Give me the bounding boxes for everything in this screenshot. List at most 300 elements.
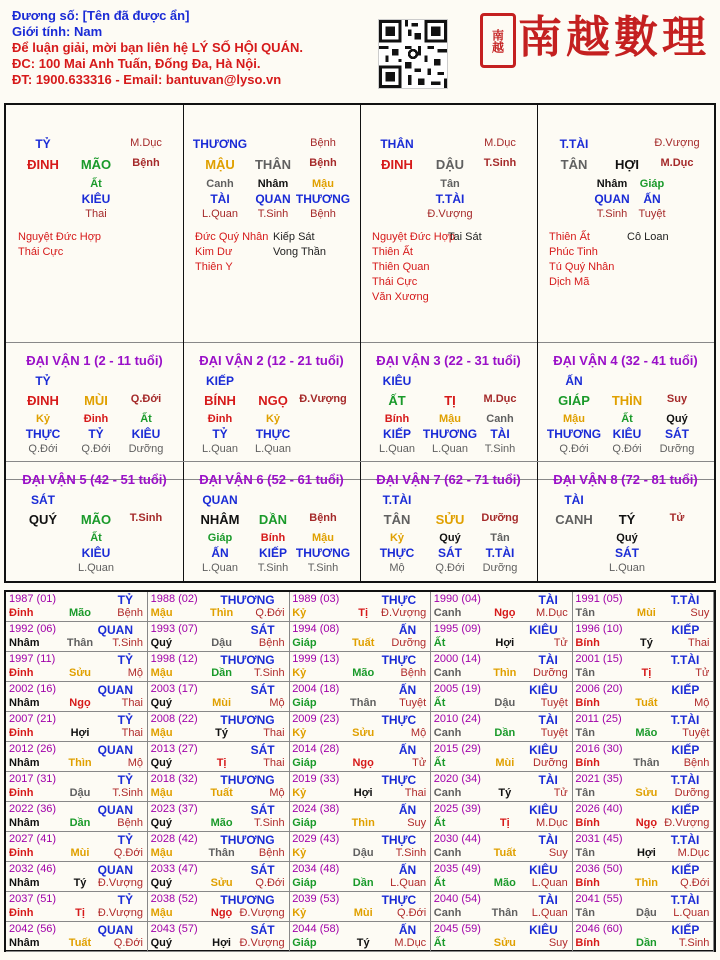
dai-van-hidden-stem: Ất xyxy=(90,532,102,544)
star-name: Thiên Ất xyxy=(549,231,590,243)
annual-stem: Bính xyxy=(575,637,600,649)
dai-van-title: ĐẠI VẬN 8 (72 - 81 tuổi) xyxy=(553,472,698,487)
dai-van-branch: MÃO xyxy=(80,512,112,527)
branch-stage: M.Dục xyxy=(660,157,694,169)
annual-cell xyxy=(148,772,290,802)
annual-branch: Thìn xyxy=(493,667,517,679)
dai-van-stem: TÂN xyxy=(383,512,411,527)
annual-branch: Thân xyxy=(66,637,94,649)
annual-stem: Canh xyxy=(433,607,462,619)
annual-cell xyxy=(6,712,148,742)
annual-ten-god: T.TÀI xyxy=(670,833,700,847)
annual-year: 2043 (57) xyxy=(150,923,198,935)
hidden-stem: Mậu xyxy=(312,178,334,190)
annual-branch: Dậu xyxy=(494,697,516,709)
dai-van-ten-god: TÀI xyxy=(564,493,584,507)
annual-cell xyxy=(289,892,431,922)
dai-van-branch: SỬU xyxy=(435,512,465,527)
annual-stem: Quý xyxy=(150,697,172,709)
annual-stage: Mộ xyxy=(269,697,285,709)
annual-year: 2010 (24) xyxy=(433,713,481,725)
annual-cell xyxy=(289,922,431,952)
annual-ten-god: QUAN xyxy=(97,743,133,757)
annual-cell xyxy=(6,772,148,802)
annual-branch: Dần xyxy=(352,877,374,889)
annual-cell xyxy=(148,592,290,622)
annual-cell xyxy=(148,862,290,892)
dai-van-ten-god: ẤN xyxy=(565,374,583,388)
annual-stage: Dưỡng xyxy=(533,667,568,679)
dai-van-divider xyxy=(6,461,714,462)
dai-van-hidden-stem: Quý xyxy=(439,532,461,544)
pillar-cell xyxy=(360,105,537,342)
annual-year: 1997 (11) xyxy=(9,653,56,665)
dai-van-hidden-stem: Đinh xyxy=(207,413,233,425)
dai-van-hidden-god: THỰC xyxy=(25,427,61,441)
annual-branch: Thìn xyxy=(68,757,92,769)
annual-year: 2015 (29) xyxy=(433,743,481,755)
annual-stage: Q.Đới xyxy=(255,877,285,889)
dai-van-stage: Tử xyxy=(669,512,685,524)
annual-stage: Tuyệt xyxy=(682,727,710,739)
annual-stem: Đinh xyxy=(9,787,34,799)
annual-cell xyxy=(572,802,714,832)
annual-year: 2042 (56) xyxy=(9,923,57,935)
annual-stem: Nhâm xyxy=(9,877,40,889)
annual-year: 2008 (22) xyxy=(150,713,198,725)
annual-stem: Tân xyxy=(575,787,595,799)
dai-van-hidden-god: KIÊU xyxy=(81,546,111,560)
annual-stage: Thai xyxy=(263,757,285,769)
annual-year: 2025 (39) xyxy=(433,803,481,815)
annual-branch: Tuất xyxy=(351,637,375,649)
dai-van-branch: TỊ xyxy=(444,393,456,408)
annual-stem: Mậu xyxy=(150,607,173,619)
annual-stage: Tuyệt xyxy=(399,697,427,709)
annual-stage: Bệnh xyxy=(258,637,285,649)
annual-stem: Kỷ xyxy=(292,727,307,739)
annual-ten-god: KIÊU xyxy=(529,683,558,697)
annual-stage: Q.Đới xyxy=(113,847,143,859)
annual-stem: Giáp xyxy=(292,937,317,949)
pillar-ten-god: T.TÀI xyxy=(559,137,589,151)
annual-ten-god: ẤN xyxy=(398,683,417,697)
annual-branch: Ngọ xyxy=(352,757,374,769)
annual-year: 1989 (03) xyxy=(292,593,340,605)
annual-branch: Tị xyxy=(499,817,510,829)
dai-van-cell xyxy=(6,343,183,461)
annual-year: 2002 (16) xyxy=(9,683,57,695)
annual-year: 2045 (59) xyxy=(433,923,481,935)
annual-ten-god: SÁT xyxy=(250,923,275,937)
annual-cell xyxy=(431,862,573,892)
annual-stem: Quý xyxy=(150,877,172,889)
annual-ten-god: KIÊU xyxy=(529,863,558,877)
annual-stem: Đinh xyxy=(9,667,34,679)
dai-van-hidden-stage: T.Sinh xyxy=(257,562,289,574)
dai-van-branch: THÌN xyxy=(611,393,643,408)
annual-ten-god: QUAN xyxy=(97,623,133,637)
annual-stage: Đ.Vượng xyxy=(381,607,427,619)
dai-van-hidden-god: KIÊU xyxy=(612,427,642,441)
pillar-stage: M.Dục xyxy=(130,137,162,149)
annual-branch: Tý xyxy=(639,637,653,649)
annual-branch: Tị xyxy=(216,757,227,769)
annual-branch: Thìn xyxy=(209,607,234,619)
annual-cell xyxy=(148,892,290,922)
annual-year: 2022 (36) xyxy=(9,803,57,815)
annual-stage: Dưỡng xyxy=(674,787,710,799)
annual-stem: Ất xyxy=(433,937,446,949)
annual-year: 2006 (20) xyxy=(575,683,623,695)
annual-year: 2030 (44) xyxy=(433,833,481,845)
annual-ten-god: TỶ xyxy=(117,893,133,907)
dai-van-hidden-stage: Q.Đới xyxy=(435,562,465,574)
dai-van-hidden-stem: Ất xyxy=(140,413,152,425)
annual-branch: Tị xyxy=(358,607,369,619)
dai-van-hidden-stem: Bính xyxy=(384,413,410,425)
annual-cell xyxy=(148,652,290,682)
annual-branch: Mùi xyxy=(70,847,90,859)
annual-ten-god: THƯƠNG xyxy=(220,893,275,907)
dai-van-cell xyxy=(6,462,183,580)
dai-van-hidden-stage: Q.Đới xyxy=(559,443,589,455)
annual-branch: Tuất xyxy=(635,697,658,709)
dai-van-hidden-stem: Mậu xyxy=(563,413,585,425)
annual-branch: Sửu xyxy=(635,787,658,799)
dai-van-stage: M.Dục xyxy=(483,393,517,405)
dai-van-stage: Bệnh xyxy=(309,512,337,524)
annual-year: 2032 (46) xyxy=(9,863,57,875)
annual-ten-god: THƯƠNG xyxy=(220,833,275,847)
star-name: Thiên Y xyxy=(195,261,233,273)
dai-van-stage: T.Sinh xyxy=(129,512,163,524)
dai-van-branch: DẦN xyxy=(258,512,288,527)
pillar-cell xyxy=(6,105,183,342)
annual-stage: Thai xyxy=(121,727,143,739)
hidden-stage: L.Quan xyxy=(201,208,239,220)
annual-stage: Bệnh xyxy=(400,667,427,679)
annual-stage: Suy xyxy=(548,847,568,859)
annual-branch: Tý xyxy=(356,937,370,949)
annual-ten-god: KIẾP xyxy=(671,623,700,637)
annual-branch: Thân xyxy=(491,907,518,919)
annual-cell xyxy=(431,802,573,832)
annual-stem: Tân xyxy=(575,667,595,679)
annual-ten-god: ẤN xyxy=(398,623,417,637)
hidden-stem: Giáp xyxy=(639,178,665,190)
annual-stage: Mộ xyxy=(410,727,427,739)
hidden-stem: Tân xyxy=(440,178,460,190)
dai-van-hidden-stem: Giáp xyxy=(207,532,233,544)
annual-ten-god: TÀI xyxy=(538,833,558,847)
hidden-stage: Thai xyxy=(85,208,107,220)
annual-stem: Bính xyxy=(575,757,600,769)
annual-ten-god: KIẾP xyxy=(671,803,700,817)
dai-van-hidden-stem: Ất xyxy=(621,413,633,425)
hidden-ten-god: QUAN xyxy=(255,192,291,206)
annual-year: 2016 (30) xyxy=(575,743,623,755)
annual-year: 1993 (07) xyxy=(150,623,198,635)
branch-stage: Bệnh xyxy=(309,157,337,169)
annual-ten-god: ẤN xyxy=(398,863,417,877)
annual-ten-god: QUAN xyxy=(97,683,133,697)
annual-ten-god: T.TÀI xyxy=(670,593,700,607)
annual-stage: Mộ xyxy=(127,667,143,679)
annual-ten-god: SÁT xyxy=(250,683,275,697)
dai-van-hidden-stem: Canh xyxy=(486,413,514,425)
annual-stage: M.Dục xyxy=(536,817,568,829)
annual-branch: Tuất xyxy=(210,787,233,799)
dai-van-ten-god: KIẾP xyxy=(205,374,234,388)
dai-van-hidden-god: THỰC xyxy=(255,427,291,441)
annual-year: 2024 (38) xyxy=(292,803,340,815)
annual-cell xyxy=(6,622,148,652)
annual-stage: Thai xyxy=(121,697,143,709)
dai-van-hidden-god: KIẾP xyxy=(258,546,287,560)
dai-van-title: ĐẠI VẬN 4 (32 - 41 tuổi) xyxy=(553,353,698,368)
annual-branch: Dần xyxy=(494,727,516,739)
dai-van-branch: NGỌ xyxy=(258,393,288,408)
annual-stage: Bệnh xyxy=(683,757,710,769)
annual-cell xyxy=(572,892,714,922)
annual-cell xyxy=(572,592,714,622)
annual-cell xyxy=(6,652,148,682)
annual-stem: Ất xyxy=(433,817,446,829)
annual-ten-god: T.TÀI xyxy=(670,653,700,667)
annual-ten-god: TÀI xyxy=(538,773,558,787)
annual-stem: Quý xyxy=(150,637,172,649)
annual-year: 2003 (17) xyxy=(150,683,198,695)
annual-ten-god: THỰC xyxy=(381,593,417,607)
hidden-stage: Đ.Vượng xyxy=(427,208,473,220)
annual-year: 1998 (12) xyxy=(150,653,198,665)
annual-stem: Giáp xyxy=(292,637,317,649)
annual-stage: Mộ xyxy=(694,697,710,709)
pillar-ten-god: THƯƠNG xyxy=(192,137,248,151)
annual-ten-god: TỶ xyxy=(117,833,133,847)
annual-branch: Mão xyxy=(635,727,658,739)
annual-ten-god: THỰC xyxy=(381,833,417,847)
pillar-stars xyxy=(549,230,614,290)
pillar-stage: Đ.Vượng xyxy=(654,137,700,149)
annual-stage: Suy xyxy=(407,817,427,829)
annual-ten-god: SÁT xyxy=(250,803,275,817)
annual-cell xyxy=(431,682,573,712)
annual-stem: Giáp xyxy=(292,817,317,829)
annual-year: 2028 (42) xyxy=(150,833,198,845)
annual-cell xyxy=(289,802,431,832)
annual-stage: M.Dục xyxy=(394,937,427,949)
annual-year: 1999 (13) xyxy=(292,653,340,665)
annual-cell xyxy=(289,742,431,772)
annual-cell xyxy=(289,712,431,742)
dai-van-hidden-god: THƯƠNG xyxy=(422,427,478,441)
annual-cell xyxy=(572,652,714,682)
annual-ten-god: TỶ xyxy=(117,593,133,607)
dai-van-hidden-stage: L.Quan xyxy=(201,443,239,455)
annual-ten-god: SÁT xyxy=(250,623,275,637)
annual-year: 2023 (37) xyxy=(150,803,198,815)
annual-year: 2014 (28) xyxy=(292,743,340,755)
annual-ten-god: TÀI xyxy=(538,593,558,607)
annual-year: 1996 (10) xyxy=(575,623,623,635)
brand-logo xyxy=(500,3,710,63)
hidden-ten-god: ẤN xyxy=(643,192,661,206)
annual-cell xyxy=(6,892,148,922)
annual-ten-god: T.TÀI xyxy=(670,893,700,907)
annual-stem: Canh xyxy=(433,727,462,739)
annual-ten-god: KIÊU xyxy=(529,803,558,817)
dai-van-hidden-stage: Q.Đới xyxy=(612,443,642,455)
annual-stem: Giáp xyxy=(292,697,317,709)
annual-branch: Dần xyxy=(211,667,232,679)
annual-stem: Canh xyxy=(433,787,462,799)
star-name: Nguyệt Đức Hợp xyxy=(18,231,102,243)
annual-branch: Mão xyxy=(210,817,233,829)
annual-stage: Mộ xyxy=(269,787,285,799)
star-name: Phúc Tinh xyxy=(549,246,598,258)
annual-year: 2044 (58) xyxy=(292,923,340,935)
annual-year: 1990 (04) xyxy=(433,593,481,605)
annual-cell xyxy=(148,622,290,652)
dai-van-branch: MÙI xyxy=(84,393,108,408)
annual-luck-table xyxy=(4,590,716,952)
annual-ten-god: SÁT xyxy=(250,743,275,757)
annual-ten-god: THỰC xyxy=(381,713,417,727)
annual-cell xyxy=(289,862,431,892)
annual-cell xyxy=(431,622,573,652)
annual-stage: Thai xyxy=(687,637,710,649)
annual-stem: Ất xyxy=(433,637,446,649)
annual-branch: Ngọ xyxy=(210,907,233,919)
dai-van-hidden-stem: Quý xyxy=(616,532,638,544)
annual-branch: Hợi xyxy=(70,727,90,739)
annual-stem: Nhâm xyxy=(9,637,40,649)
annual-stage: Bệnh xyxy=(117,607,143,619)
dai-van-title: ĐẠI VẬN 3 (22 - 31 tuổi) xyxy=(376,353,521,368)
annual-stage: Tuyệt xyxy=(540,727,568,739)
annual-cell xyxy=(572,922,714,952)
annual-year: 2005 (19) xyxy=(433,683,481,695)
annual-ten-god: THƯƠNG xyxy=(220,593,275,607)
annual-cell xyxy=(6,742,148,772)
annual-year: 1995 (09) xyxy=(433,623,481,635)
annual-stage: Bệnh xyxy=(117,817,143,829)
hidden-stage: Bệnh xyxy=(310,208,336,220)
pillar-ten-god: TỶ xyxy=(35,137,51,151)
annual-year: 2040 (54) xyxy=(433,893,481,905)
annual-stage: Suy xyxy=(548,937,568,949)
annual-stage: M.Dục xyxy=(677,847,710,859)
annual-cell xyxy=(289,592,431,622)
dai-van-hidden-stage: L.Quan xyxy=(201,562,239,574)
annual-cell xyxy=(572,832,714,862)
star-name: Văn Xương xyxy=(372,291,429,303)
annual-cell xyxy=(6,682,148,712)
hidden-stage: Tuyệt xyxy=(638,208,666,220)
annual-branch: Thân xyxy=(208,847,235,859)
star-name: Cô Loan xyxy=(627,231,669,243)
dai-van-stem: QUÝ xyxy=(28,512,58,527)
dai-van-stem: ĐINH xyxy=(27,393,59,408)
annual-stem: Đinh xyxy=(9,847,34,859)
annual-stage: T.Sinh xyxy=(112,787,143,799)
annual-cell xyxy=(148,682,290,712)
annual-stem: Nhâm xyxy=(9,757,40,769)
dai-van-hidden-god: SÁT xyxy=(438,546,462,560)
annual-stage: Suy xyxy=(690,607,710,619)
annual-cell xyxy=(572,862,714,892)
star-name: Tú Quý Nhân xyxy=(549,261,615,273)
annual-stem: Đinh xyxy=(9,607,34,619)
dai-van-ten-god: TỶ xyxy=(35,374,51,388)
annual-year: 2038 (52) xyxy=(150,893,198,905)
annual-branch: Tị xyxy=(75,907,85,919)
annual-stage: T.Sinh xyxy=(254,817,285,829)
annual-ten-god: TÀI xyxy=(538,713,558,727)
annual-branch: Tuất xyxy=(493,847,516,859)
annual-cell xyxy=(6,862,148,892)
annual-branch: Sửu xyxy=(210,877,233,889)
heavenly-stem: TÂN xyxy=(560,157,588,172)
annual-ten-god: QUAN xyxy=(97,863,133,877)
annual-cell xyxy=(289,832,431,862)
annual-branch: Tý xyxy=(73,877,87,889)
dai-van-hidden-stem: Kỷ xyxy=(35,413,51,425)
pillar-stars xyxy=(18,230,101,260)
hidden-stage: T.Sinh xyxy=(257,208,289,220)
annual-stage: Đ.Vượng xyxy=(97,907,143,919)
annual-branch: Thân xyxy=(350,697,377,709)
annual-year: 2036 (50) xyxy=(575,863,623,875)
qr-code-icon xyxy=(379,20,447,88)
hidden-ten-god: KIÊU xyxy=(81,192,111,206)
annual-year: 2011 (25) xyxy=(575,713,622,725)
annual-branch: Mão xyxy=(69,607,91,619)
star-name: Kiếp Sát xyxy=(273,231,315,243)
annual-stage: Đ.Vượng xyxy=(239,907,285,919)
annual-year: 2017 (31) xyxy=(9,773,57,785)
star-name: Thái Cực xyxy=(18,246,64,258)
hidden-ten-god: QUAN xyxy=(594,192,630,206)
annual-stem: Mậu xyxy=(150,907,173,919)
header-line: Để luận giải, mời bạn liên hệ LÝ SỐ HỘI QUÁN. xyxy=(12,40,303,55)
annual-ten-god: T.TÀI xyxy=(670,713,700,727)
annual-cell xyxy=(572,682,714,712)
annual-ten-god: THƯƠNG xyxy=(220,713,275,727)
dai-van-cell xyxy=(360,462,537,580)
annual-ten-god: QUAN xyxy=(97,923,133,937)
dai-van-hidden-stem: Kỷ xyxy=(389,532,405,544)
annual-ten-god: THỰC xyxy=(381,893,417,907)
pillar-stage: Bệnh xyxy=(310,137,336,149)
annual-stem: Bính xyxy=(575,937,600,949)
annual-stem: Quý xyxy=(150,937,172,949)
branch-stage: T.Sinh xyxy=(483,157,517,169)
annual-stage: Đ.Vượng xyxy=(97,877,143,889)
branch-stage: Bệnh xyxy=(132,157,160,169)
annual-stem: Kỷ xyxy=(292,607,307,619)
dai-van-cell xyxy=(360,343,537,461)
annual-year: 2033 (47) xyxy=(150,863,198,875)
annual-stage: L.Quan xyxy=(390,877,427,889)
annual-stem: Canh xyxy=(433,847,462,859)
dai-van-hidden-god: SÁT xyxy=(615,546,639,560)
dai-van-stem: ẤT xyxy=(388,393,406,408)
annual-ten-god: KIẾP xyxy=(671,743,700,757)
annual-stem: Ất xyxy=(433,757,446,769)
